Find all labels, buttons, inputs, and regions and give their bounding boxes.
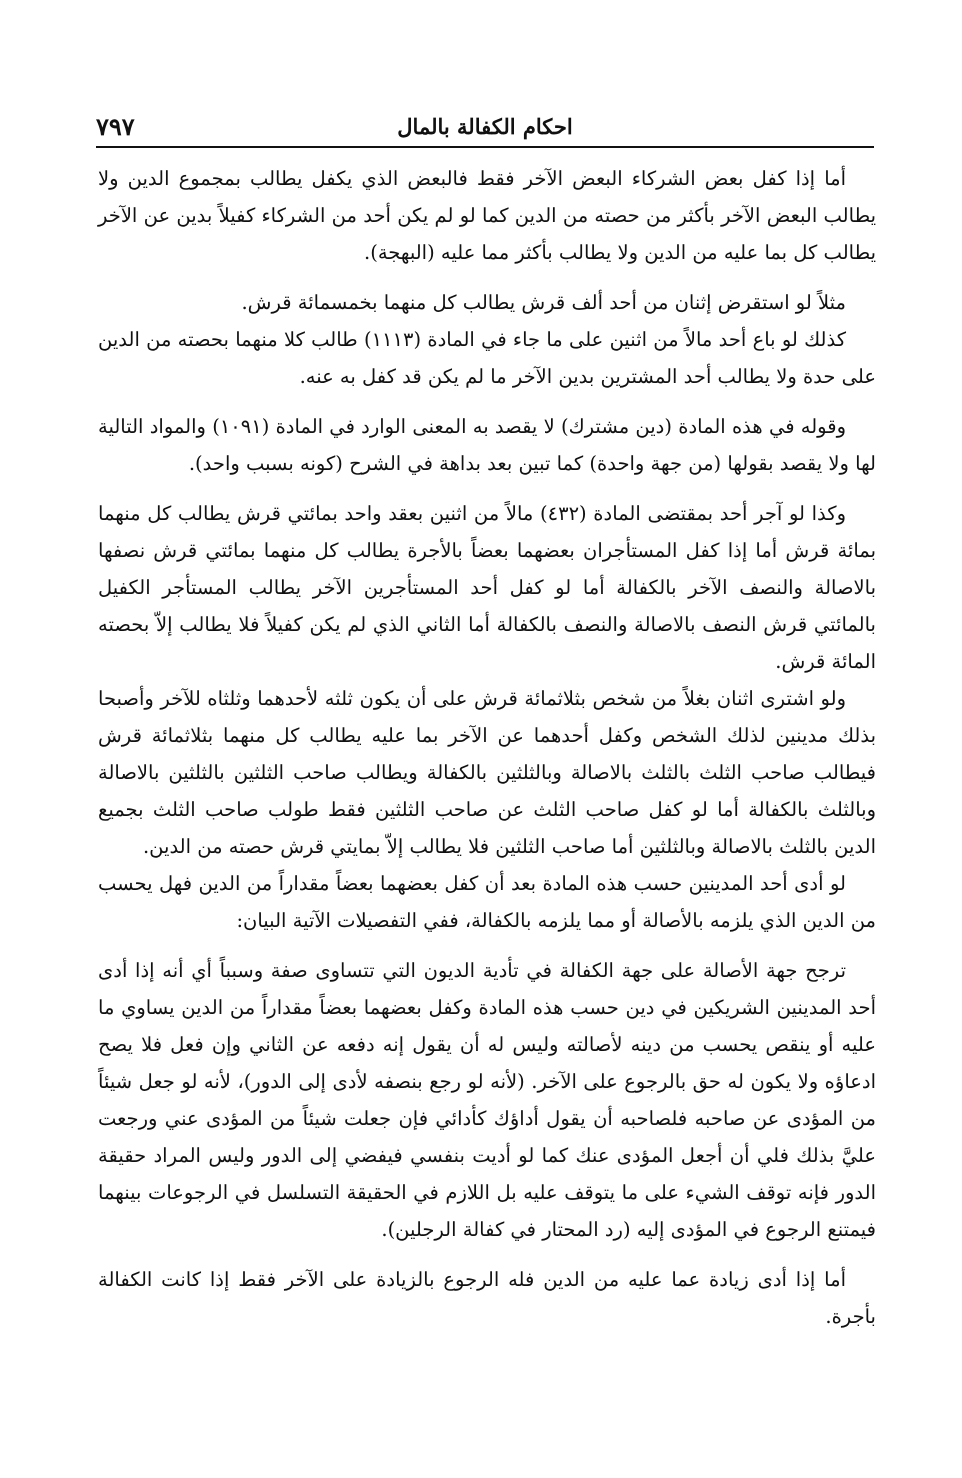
paragraph-5: وكذا لو آجر أحد بمقتضى المادة (٤٣٢) مالاً من اثنين بعقد واحد بمائتي قرش يطالب كل منهما بمائة قرش أما إذا كفل المستأجران بعضهما بعضاً بالأجرة يطالب كل منهما بمائتي قرش نصفها بالاصالة والنصف الآخر بالكفالة أما لو كفل أحد المستأجرين الآخر يطالب المستأجر الكفيل بالمائتي قرش النصف بالاصالة والنصف بالكفالة أما الثاني الذي لم يكن كفيلاً فلا يطالب إلاّ بحصته المائة قرش. [98, 502, 876, 673]
paragraph-8: ترجح جهة الأصالة على جهة الكفالة في تأدية الديون التي تتساوى صفة وسبباً أي أنه إذا أدى أحد المدينين الشريكين في دين حسب هذه المادة وكفل بعضهما بعضاً مقداراً من الدين يساوي ما عليه أو ينقص يحسب من دينه لأصالته وليس له أن يقول إنه دفعه عن الثاني وإن فعل فلا يصح ادعاؤه ولا يكون له حق بالرجوع على الآخر. (لأنه لو رجع بنصفه لأدى إلى الدور)، لأنه لو جعل شيئاً من المؤدى عن صاحبه فلصاحبه أن يقول أداؤك كأدائي فإن جعلت شيئاً من المؤدى عني ورجعت عليَّ بذلك فلي أن أجعل المؤدى عنك كما لو أديت بنفسي فيفضي إلى الدور وليس المراد حقيقة الدور فإنه توقف الشيء على ما يتوقف عليه بل اللازم في الحقيقة التسلسل في الرجوعات بينهما فيمتنع الرجوع في المؤدى إليه (رد المحتار في كفالة الرجلين). [98, 959, 876, 1241]
page-body [96, 160, 890, 1335]
paragraph-4: وقوله في هذه المادة (دين مشترك) لا يقصد به المعنى الوارد في المادة (١٠٩١) والمواد التالية لها ولا يقصد بقولها (من جهة واحدة) كما تبين بعد بداهة في الشرح (كونه بسبب واحد). [98, 415, 876, 475]
paragraph-9: أما إذا أدى زيادة عما عليه من الدين فله الرجوع بالزيادة على الآخر فقط إذا كانت الكفالة بأجرة. [98, 1268, 876, 1328]
page-number: ٧٩٧ [96, 112, 135, 141]
paragraph-3: كذلك لو باع أحد مالاً من اثنين على ما جاء في المادة (١١١٣) طالب كلا منهما بحصته من الدين على حدة ولا يطالب أحد المشترين بدين الآخر ما لم يكن قد كفل به عنه. [98, 328, 876, 388]
paragraph-2: مثلاً لو استقرض إثنان من أحد ألف قرش يطالب كل منهما بخمسمائة قرش. [241, 291, 846, 314]
page-header [96, 112, 874, 148]
paragraph-6: ولو اشترى اثنان بغلاً من شخص بثلاثمائة قرش على أن يكون ثلثه لأحدهما وثلثاه للآخر وأصبحا بذلك مدينين لذلك الشخص وكفل أحدهما عن الآخر بما عليه يطالب كل منهما بثلاثمائة قرش فيطالب صاحب الثلث بالثلث بالاصالة وبالثلثين بالكفالة ويطالب صاحب الثلثين بالثلثين بالاصالة وبالثلث بالكفالة أما لو كفل صاحب الثلث عن صاحب الثلثين فقط طولب صاحب الثلث بجميع الدين بالثلث بالاصالة وبالثلثين أما صاحب الثلثين فلا يطالب إلاّ بمايتي قرش حصته من الدين. [98, 687, 876, 858]
paragraph-1: أما إذا كفل بعض الشركاء البعض الآخر فقط فالبعض الذي يكفل يطالب بمجموع الدين ولا يطالب البعض الآخر بأكثر من حصته من الدين كما لو لم يكن أحد من الشركاء كفيلاً بدين عن الآخر يطالب كل بما عليه من الدين ولا يطالب بأكثر مما عليه (البهجة). [98, 167, 876, 264]
running-title: احكام الكفالة بالمال [397, 114, 573, 139]
paragraph-7: لو أدى أحد المدينين حسب هذه المادة بعد أن كفل بعضهما بعضاً مقداراً من الدين فهل يحسب من الدين الذي يلزمه بالأصالة أو مما يلزمه بالكفالة، ففي التفصيلات الآتية البيان: [98, 872, 876, 932]
